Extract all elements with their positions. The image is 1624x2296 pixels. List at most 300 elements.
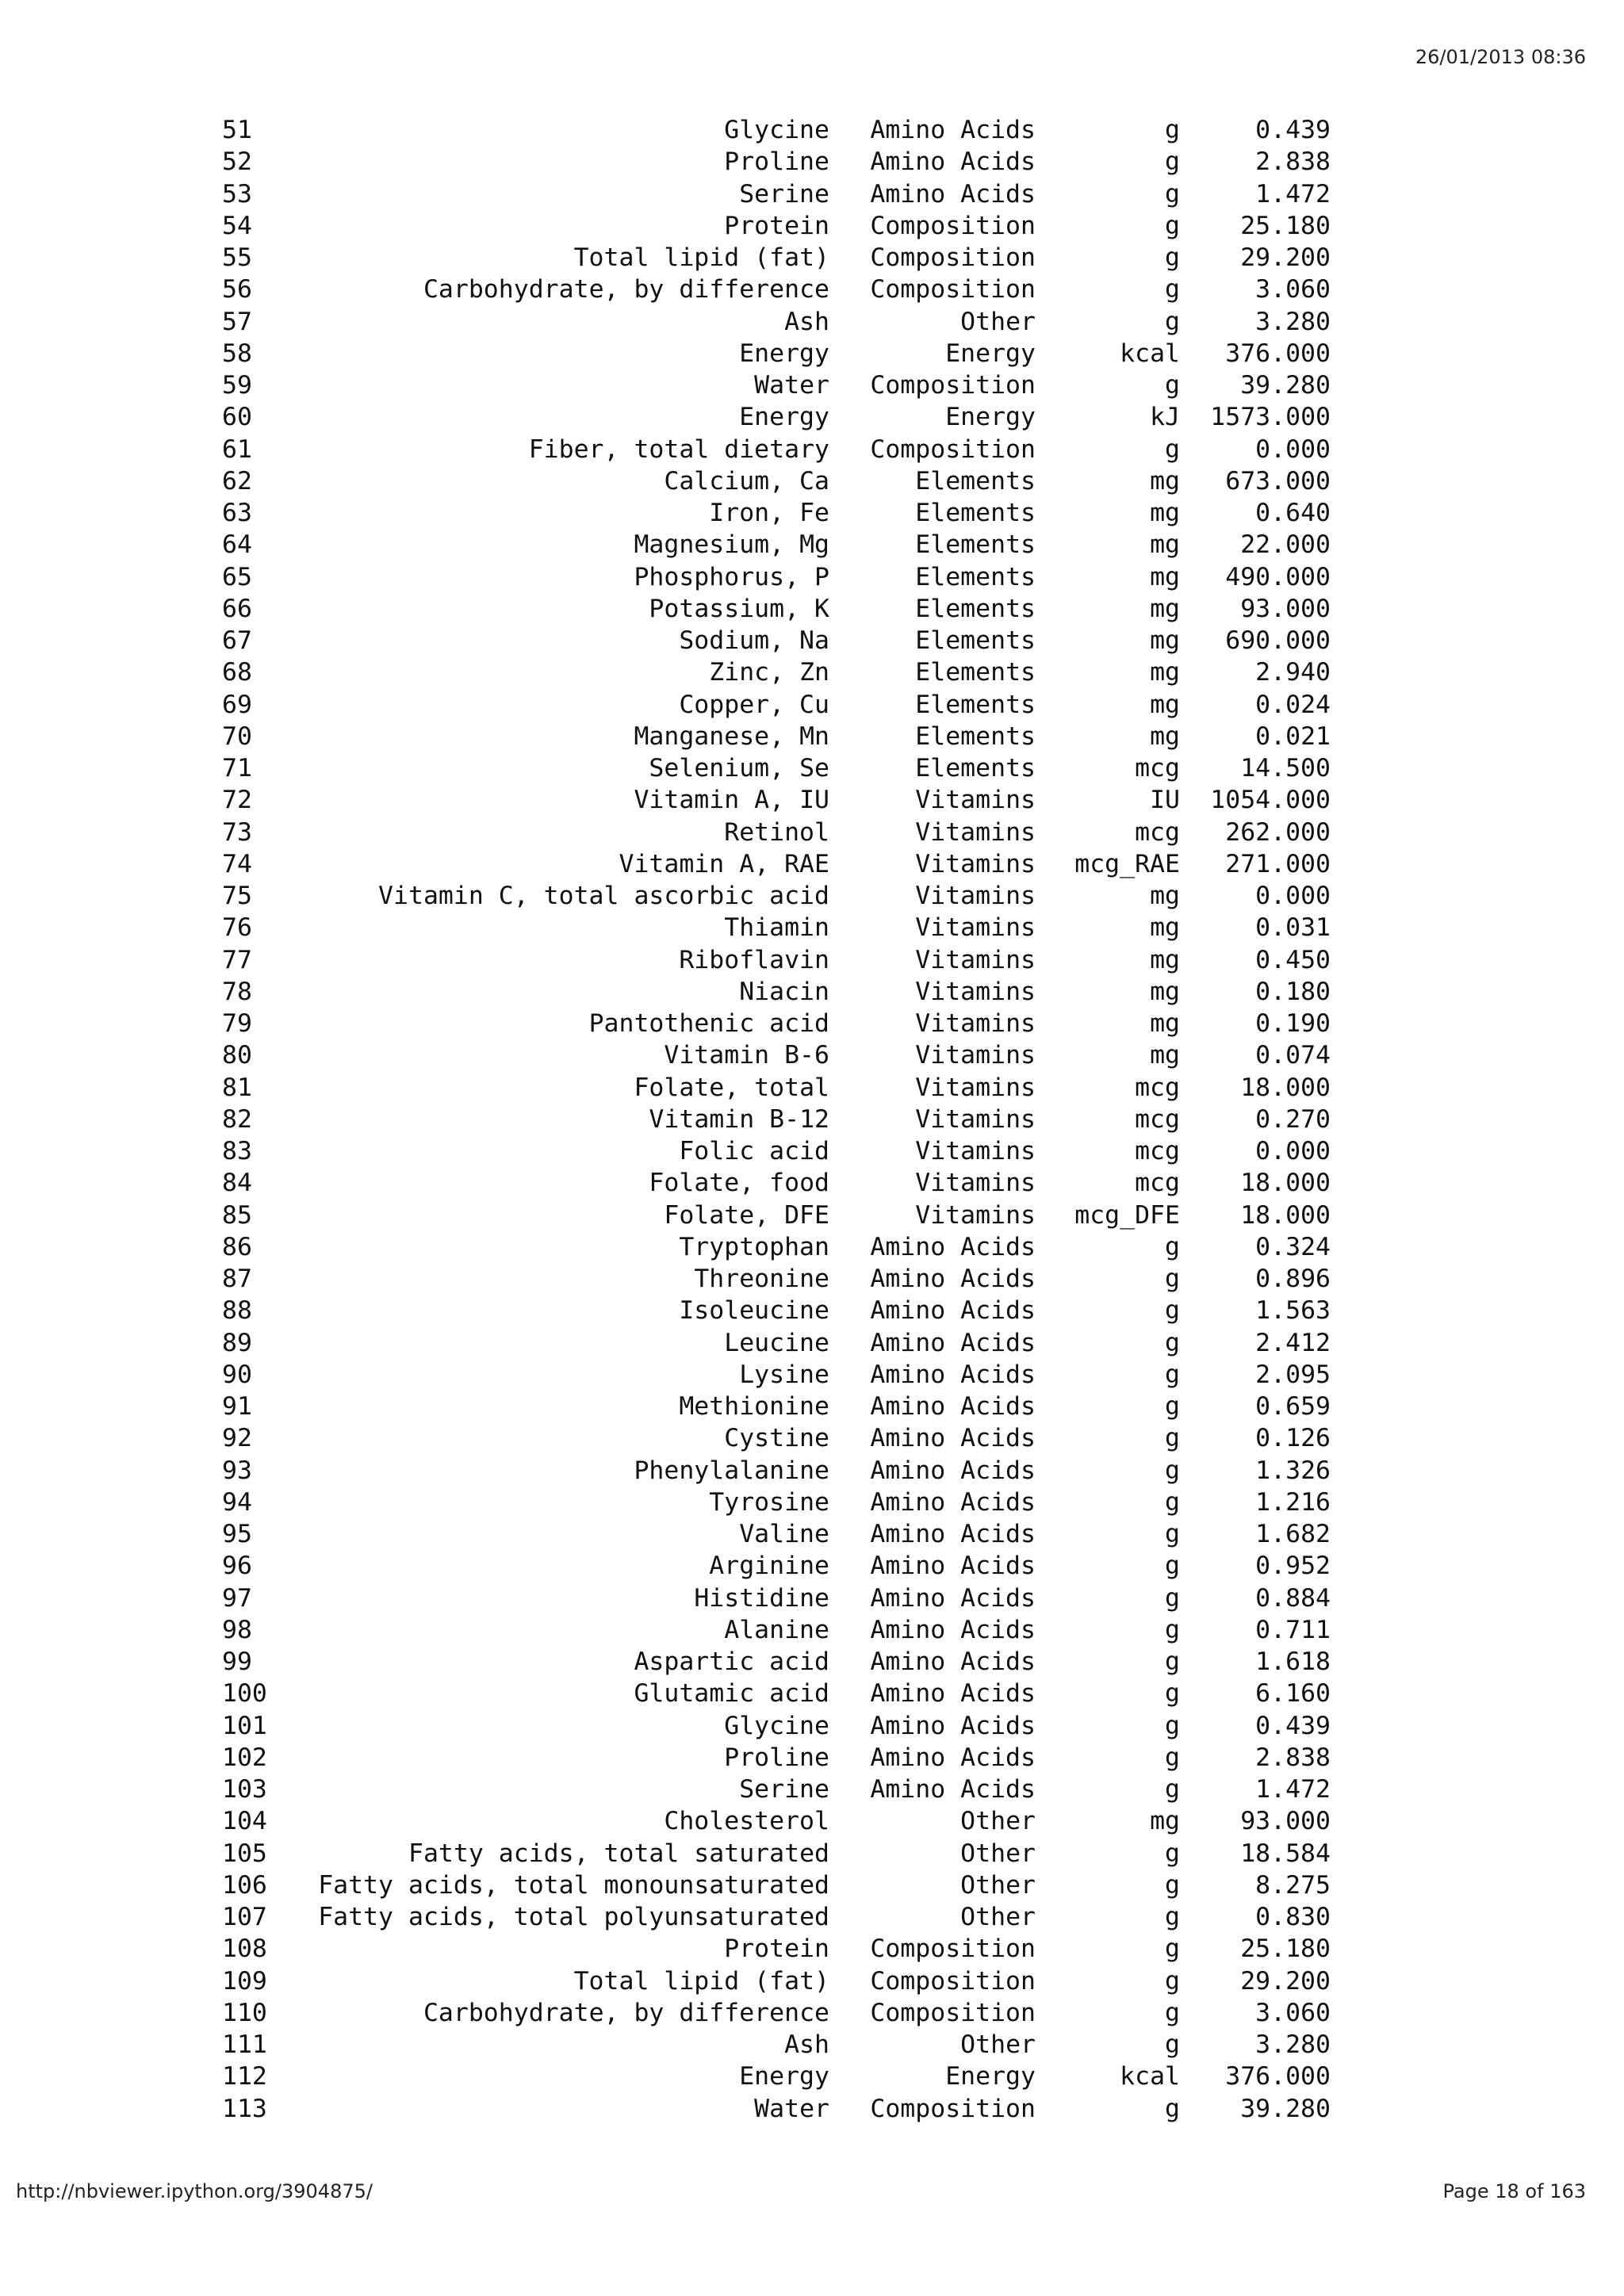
table-row xyxy=(222,242,1331,274)
row-index-cell: 87 xyxy=(222,1265,252,1293)
unit-cell: g xyxy=(1165,243,1180,272)
nutrient-group-cell: Amino Acids xyxy=(870,1552,1036,1581)
row-index-cell: 52 xyxy=(222,147,252,177)
nutrient-name-cell: Folate, DFE xyxy=(664,1200,829,1230)
unit-cell: mg xyxy=(1150,626,1180,655)
table-row xyxy=(222,497,1331,529)
table-row xyxy=(222,1167,1331,1199)
nutrient-name-cell: Magnesium, Mg xyxy=(634,530,829,560)
value-cell: 93.000 xyxy=(1240,594,1331,623)
unit-cell: g xyxy=(1165,1743,1180,1772)
nutrient-group-cell: Energy xyxy=(945,339,1036,368)
nutrient-name-cell: Proline xyxy=(724,1743,829,1772)
nutrient-group-cell: Amino Acids xyxy=(870,1392,1036,1421)
unit-cell: g xyxy=(1165,371,1180,400)
row-index-cell: 92 xyxy=(222,1424,252,1453)
row-index-cell: 69 xyxy=(222,690,252,719)
value-cell: 673.000 xyxy=(1225,466,1331,496)
nutrient-group-cell: Elements xyxy=(915,754,1036,783)
nutrient-group-cell: Other xyxy=(960,2030,1036,2059)
nutrient-group-cell: Vitamins xyxy=(915,882,1036,910)
row-index-cell: 79 xyxy=(222,1009,252,1038)
unit-cell: IU xyxy=(1150,786,1180,815)
nutrient-name-cell: Ash xyxy=(784,2030,829,2059)
table-row xyxy=(222,1518,1331,1550)
nutrient-group-cell: Vitamins xyxy=(915,1137,1036,1165)
nutrient-group-cell: Amino Acids xyxy=(870,1679,1036,1709)
row-index-cell: 101 xyxy=(222,1711,267,1740)
table-row xyxy=(222,369,1331,401)
value-cell: 3.060 xyxy=(1255,1998,1331,2027)
row-index-cell: 62 xyxy=(222,466,252,496)
nutrient-group-cell: Vitamins xyxy=(915,1200,1036,1230)
footer-url[interactable]: http://nbviewer.ipython.org/3904875/ xyxy=(16,2180,373,2202)
nutrient-name-cell: Valine xyxy=(739,1520,829,1548)
row-index-cell: 106 xyxy=(222,1870,267,1900)
value-cell: 0.711 xyxy=(1255,1615,1331,1644)
nutrient-group-cell: Amino Acids xyxy=(870,179,1036,209)
table-row xyxy=(222,1422,1331,1454)
nutrient-group-cell: Other xyxy=(960,1870,1036,1900)
value-cell: 0.896 xyxy=(1255,1265,1331,1293)
nutrient-group-cell: Amino Acids xyxy=(870,1583,1036,1613)
value-cell: 0.031 xyxy=(1255,913,1331,943)
nutrient-name-cell: Calcium, Ca xyxy=(664,466,829,496)
table-row xyxy=(222,2061,1331,2092)
row-index-cell: 94 xyxy=(222,1487,252,1517)
row-index-cell: 90 xyxy=(222,1360,252,1389)
nutrient-group-cell: Amino Acids xyxy=(870,1487,1036,1517)
value-cell: 376.000 xyxy=(1225,2062,1331,2091)
nutrient-group-cell: Amino Acids xyxy=(870,1647,1036,1676)
unit-cell: g xyxy=(1165,147,1180,177)
nutrient-name-cell: Isoleucine xyxy=(679,1296,829,1326)
nutrient-name-cell: Fatty acids, total saturated xyxy=(408,1839,829,1868)
nutrient-group-cell: Composition xyxy=(870,2094,1036,2123)
table-row xyxy=(222,1487,1331,1518)
row-index-cell: 53 xyxy=(222,179,252,209)
value-cell: 0.126 xyxy=(1255,1424,1331,1453)
nutrient-group-cell: Amino Acids xyxy=(870,1615,1036,1644)
value-cell: 0.884 xyxy=(1255,1583,1331,1613)
nutrient-name-cell: Glutamic acid xyxy=(634,1679,829,1709)
nutrient-group-cell: Elements xyxy=(915,658,1036,687)
value-cell: 0.000 xyxy=(1255,434,1331,464)
nutrient-group-cell: Amino Acids xyxy=(870,1360,1036,1389)
nutrient-group-cell: Amino Acids xyxy=(870,1456,1036,1485)
nutrient-group-cell: Vitamins xyxy=(915,1104,1036,1134)
nutrient-name-cell: Fatty acids, total polyunsaturated xyxy=(318,1903,829,1931)
unit-cell: g xyxy=(1165,1647,1180,1676)
row-index-cell: 82 xyxy=(222,1104,252,1134)
nutrient-group-cell: Composition xyxy=(870,1966,1036,1996)
unit-cell: mcg_RAE xyxy=(1074,849,1180,878)
value-cell: 0.640 xyxy=(1255,499,1331,527)
table-row xyxy=(222,1742,1331,1774)
row-index-cell: 68 xyxy=(222,658,252,687)
nutrient-name-cell: Ash xyxy=(784,307,829,336)
nutrient-group-cell: Amino Acids xyxy=(870,147,1036,177)
nutrient-group-cell: Vitamins xyxy=(915,817,1036,847)
table-row xyxy=(222,976,1331,1008)
value-cell: 262.000 xyxy=(1225,817,1331,847)
nutrient-group-cell: Elements xyxy=(915,530,1036,560)
table-row xyxy=(222,2029,1331,2061)
nutrient-group-cell: Composition xyxy=(870,1934,1036,1964)
unit-cell: mcg xyxy=(1135,817,1180,847)
table-row xyxy=(222,625,1331,656)
row-index-cell: 102 xyxy=(222,1743,267,1772)
row-index-cell: 55 xyxy=(222,243,252,272)
nutrient-name-cell: Energy xyxy=(739,403,829,432)
row-index-cell: 54 xyxy=(222,211,252,240)
table-row xyxy=(222,656,1331,688)
value-cell: 14.500 xyxy=(1240,754,1331,783)
nutrient-name-cell: Histidine xyxy=(694,1583,829,1613)
value-cell: 6.160 xyxy=(1255,1679,1331,1709)
nutrient-name-cell: Energy xyxy=(739,339,829,368)
nutrient-group-cell: Energy xyxy=(945,2062,1036,2091)
value-cell: 2.412 xyxy=(1255,1328,1331,1357)
nutrient-group-cell: Amino Acids xyxy=(870,1711,1036,1740)
unit-cell: g xyxy=(1165,1456,1180,1485)
unit-cell: g xyxy=(1165,1583,1180,1613)
nutrient-name-cell: Niacin xyxy=(739,977,829,1006)
unit-cell: g xyxy=(1165,1360,1180,1389)
nutrient-name-cell: Aspartic acid xyxy=(634,1647,829,1676)
nutrient-name-cell: Cholesterol xyxy=(664,1807,829,1836)
table-row xyxy=(222,1710,1331,1742)
nutrient-group-cell: Elements xyxy=(915,721,1036,751)
row-index-cell: 98 xyxy=(222,1615,252,1644)
value-cell: 2.838 xyxy=(1255,147,1331,177)
unit-cell: mg xyxy=(1150,913,1180,943)
value-cell: 0.074 xyxy=(1255,1041,1331,1070)
row-index-cell: 67 xyxy=(222,626,252,655)
table-row xyxy=(222,1135,1331,1167)
row-index-cell: 71 xyxy=(222,754,252,783)
nutrient-name-cell: Riboflavin xyxy=(679,945,829,974)
unit-cell: g xyxy=(1165,1711,1180,1740)
unit-cell: mg xyxy=(1150,499,1180,527)
nutrient-group-cell: Composition xyxy=(870,434,1036,464)
value-cell: 18.000 xyxy=(1240,1200,1331,1230)
table-row xyxy=(222,1327,1331,1359)
value-cell: 25.180 xyxy=(1240,211,1331,240)
table-row xyxy=(222,1678,1331,1709)
unit-cell: g xyxy=(1165,1232,1180,1261)
table-row xyxy=(222,752,1331,784)
row-index-cell: 80 xyxy=(222,1041,252,1070)
table-row xyxy=(222,848,1331,880)
value-cell: 8.275 xyxy=(1255,1870,1331,1900)
table-row xyxy=(222,1391,1331,1422)
unit-cell: mg xyxy=(1150,945,1180,974)
nutrient-name-cell: Phosphorus, P xyxy=(634,562,829,591)
nutrient-name-cell: Leucine xyxy=(724,1328,829,1357)
nutrient-name-cell: Serine xyxy=(739,179,829,209)
table-row xyxy=(222,465,1331,497)
row-index-cell: 99 xyxy=(222,1647,252,1676)
unit-cell: mg xyxy=(1150,977,1180,1006)
value-cell: 1573.000 xyxy=(1210,403,1331,432)
value-cell: 25.180 xyxy=(1240,1934,1331,1964)
table-row xyxy=(222,1901,1331,1933)
page-number: Page 18 of 163 xyxy=(1442,2180,1586,2202)
nutrient-group-cell: Other xyxy=(960,1807,1036,1836)
nutrient-name-cell: Copper, Cu xyxy=(679,690,829,719)
table-row xyxy=(222,114,1331,146)
table-row xyxy=(222,689,1331,721)
unit-cell: mg xyxy=(1150,1041,1180,1070)
unit-cell: g xyxy=(1165,211,1180,240)
nutrient-group-cell: Vitamins xyxy=(915,786,1036,815)
row-index-cell: 75 xyxy=(222,882,252,910)
value-cell: 1.563 xyxy=(1255,1296,1331,1326)
unit-cell: mg xyxy=(1150,594,1180,623)
row-index-cell: 64 xyxy=(222,530,252,560)
value-cell: 2.940 xyxy=(1255,658,1331,687)
table-row xyxy=(222,1008,1331,1039)
row-index-cell: 91 xyxy=(222,1392,252,1421)
value-cell: 0.000 xyxy=(1255,882,1331,910)
row-index-cell: 73 xyxy=(222,817,252,847)
nutrient-group-cell: Vitamins xyxy=(915,977,1036,1006)
row-index-cell: 51 xyxy=(222,116,252,144)
value-cell: 1054.000 xyxy=(1210,786,1331,815)
unit-cell: mg xyxy=(1150,721,1180,751)
nutrient-name-cell: Lysine xyxy=(739,1360,829,1389)
unit-cell: mg xyxy=(1150,658,1180,687)
value-cell: 0.659 xyxy=(1255,1392,1331,1421)
table-row xyxy=(222,1646,1331,1678)
value-cell: 0.830 xyxy=(1255,1903,1331,1931)
nutrient-name-cell: Glycine xyxy=(724,1711,829,1740)
row-index-cell: 112 xyxy=(222,2062,267,2091)
nutrient-group-cell: Amino Acids xyxy=(870,1232,1036,1261)
nutrient-group-cell: Vitamins xyxy=(915,1009,1036,1038)
unit-cell: kcal xyxy=(1120,339,1180,368)
nutrient-name-cell: Vitamin B-12 xyxy=(649,1104,829,1134)
nutrient-name-cell: Threonine xyxy=(694,1265,829,1293)
row-index-cell: 107 xyxy=(222,1903,267,1931)
table-row xyxy=(222,210,1331,242)
row-index-cell: 78 xyxy=(222,977,252,1006)
row-index-cell: 108 xyxy=(222,1934,267,1964)
unit-cell: g xyxy=(1165,275,1180,304)
value-cell: 1.472 xyxy=(1255,1775,1331,1804)
unit-cell: g xyxy=(1165,1424,1180,1453)
unit-cell: g xyxy=(1165,1552,1180,1581)
nutrient-group-cell: Amino Acids xyxy=(870,1265,1036,1293)
nutrient-table-body xyxy=(222,114,1331,2125)
nutrient-name-cell: Carbohydrate, by difference xyxy=(423,1998,829,2027)
nutrient-group-cell: Amino Acids xyxy=(870,116,1036,144)
value-cell: 3.060 xyxy=(1255,275,1331,304)
value-cell: 18.000 xyxy=(1240,1169,1331,1198)
row-index-cell: 86 xyxy=(222,1232,252,1261)
nutrient-name-cell: Zinc, Zn xyxy=(709,658,829,687)
unit-cell: g xyxy=(1165,1839,1180,1868)
unit-cell: mcg xyxy=(1135,1104,1180,1134)
nutrient-name-cell: Tyrosine xyxy=(709,1487,829,1517)
unit-cell: g xyxy=(1165,1520,1180,1548)
row-index-cell: 95 xyxy=(222,1520,252,1548)
unit-cell: g xyxy=(1165,2030,1180,2059)
table-row xyxy=(222,338,1331,369)
value-cell: 1.326 xyxy=(1255,1456,1331,1485)
nutrient-group-cell: Vitamins xyxy=(915,1073,1036,1102)
unit-cell: g xyxy=(1165,2094,1180,2123)
row-index-cell: 65 xyxy=(222,562,252,591)
table-row xyxy=(222,2093,1331,2125)
unit-cell: mg xyxy=(1150,562,1180,591)
value-cell: 376.000 xyxy=(1225,339,1331,368)
value-cell: 18.584 xyxy=(1240,1839,1331,1868)
table-row xyxy=(222,529,1331,561)
unit-cell: mg xyxy=(1150,1009,1180,1038)
value-cell: 271.000 xyxy=(1225,849,1331,878)
value-cell: 0.450 xyxy=(1255,945,1331,974)
unit-cell: g xyxy=(1165,1615,1180,1644)
unit-cell: g xyxy=(1165,1870,1180,1900)
value-cell: 22.000 xyxy=(1240,530,1331,560)
nutrient-name-cell: Vitamin B-6 xyxy=(664,1041,829,1070)
table-row xyxy=(222,306,1331,338)
nutrient-name-cell: Total lipid (fat) xyxy=(573,1966,829,1996)
nutrient-name-cell: Water xyxy=(754,2094,829,2123)
nutrient-group-cell: Elements xyxy=(915,690,1036,719)
nutrient-name-cell: Proline xyxy=(724,147,829,177)
table-row xyxy=(222,1774,1331,1805)
value-cell: 2.095 xyxy=(1255,1360,1331,1389)
nutrient-group-cell: Amino Acids xyxy=(870,1743,1036,1772)
value-cell: 1.472 xyxy=(1255,179,1331,209)
nutrient-name-cell: Vitamin C, total ascorbic acid xyxy=(378,882,829,910)
nutrient-name-cell: Selenium, Se xyxy=(649,754,829,783)
unit-cell: mcg_DFE xyxy=(1074,1200,1180,1230)
nutrient-name-cell: Iron, Fe xyxy=(709,499,829,527)
unit-cell: mg xyxy=(1150,466,1180,496)
row-index-cell: 113 xyxy=(222,2094,267,2123)
nutrient-name-cell: Folate, total xyxy=(634,1073,829,1102)
nutrient-name-cell: Protein xyxy=(724,1934,829,1964)
value-cell: 0.439 xyxy=(1255,116,1331,144)
row-index-cell: 83 xyxy=(222,1137,252,1165)
nutrient-name-cell: Protein xyxy=(724,211,829,240)
value-cell: 3.280 xyxy=(1255,307,1331,336)
row-index-cell: 63 xyxy=(222,499,252,527)
nutrient-group-cell: Elements xyxy=(915,594,1036,623)
table-row xyxy=(222,274,1331,305)
nutrient-name-cell: Cystine xyxy=(724,1424,829,1453)
row-index-cell: 100 xyxy=(222,1679,267,1709)
row-index-cell: 57 xyxy=(222,307,252,336)
table-row xyxy=(222,178,1331,210)
nutrient-name-cell: Fiber, total dietary xyxy=(528,434,829,464)
nutrient-group-cell: Elements xyxy=(915,562,1036,591)
value-cell: 690.000 xyxy=(1225,626,1331,655)
nutrient-name-cell: Manganese, Mn xyxy=(634,721,829,751)
nutrient-name-cell: Methionine xyxy=(679,1392,829,1421)
row-index-cell: 58 xyxy=(222,339,252,368)
row-index-cell: 96 xyxy=(222,1552,252,1581)
unit-cell: g xyxy=(1165,1487,1180,1517)
table-row xyxy=(222,817,1331,848)
value-cell: 18.000 xyxy=(1240,1073,1331,1102)
table-row xyxy=(222,1805,1331,1837)
table-row xyxy=(222,434,1331,465)
unit-cell: g xyxy=(1165,179,1180,209)
table-row xyxy=(222,1965,1331,1997)
nutrient-name-cell: Glycine xyxy=(724,116,829,144)
table-row xyxy=(222,1231,1331,1263)
row-index-cell: 109 xyxy=(222,1966,267,1996)
table-row xyxy=(222,1039,1331,1071)
row-index-cell: 72 xyxy=(222,786,252,815)
nutrient-group-cell: Composition xyxy=(870,1998,1036,2027)
nutrient-name-cell: Arginine xyxy=(709,1552,829,1581)
nutrient-name-cell: Phenylalanine xyxy=(634,1456,829,1485)
row-index-cell: 76 xyxy=(222,913,252,943)
nutrient-name-cell: Alanine xyxy=(724,1615,829,1644)
table-row xyxy=(222,1614,1331,1646)
unit-cell: g xyxy=(1165,1679,1180,1709)
table-row xyxy=(222,1838,1331,1869)
unit-cell: mcg xyxy=(1135,1137,1180,1165)
value-cell: 39.280 xyxy=(1240,371,1331,400)
row-index-cell: 85 xyxy=(222,1200,252,1230)
nutrient-name-cell: Carbohydrate, by difference xyxy=(423,275,829,304)
row-index-cell: 103 xyxy=(222,1775,267,1804)
table-row xyxy=(222,784,1331,816)
row-index-cell: 93 xyxy=(222,1456,252,1485)
table-row xyxy=(222,912,1331,943)
nutrient-name-cell: Water xyxy=(754,371,829,400)
nutrient-group-cell: Vitamins xyxy=(915,849,1036,878)
unit-cell: g xyxy=(1165,1903,1180,1931)
row-index-cell: 111 xyxy=(222,2030,267,2059)
table-row xyxy=(222,1869,1331,1901)
nutrient-group-cell: Composition xyxy=(870,275,1036,304)
row-index-cell: 77 xyxy=(222,945,252,974)
nutrient-group-cell: Vitamins xyxy=(915,1169,1036,1198)
row-index-cell: 97 xyxy=(222,1583,252,1613)
value-cell: 0.324 xyxy=(1255,1232,1331,1261)
unit-cell: kJ xyxy=(1150,403,1180,432)
row-index-cell: 74 xyxy=(222,849,252,878)
value-cell: 0.180 xyxy=(1255,977,1331,1006)
print-timestamp: 26/01/2013 08:36 xyxy=(1415,46,1586,68)
value-cell: 2.838 xyxy=(1255,1743,1331,1772)
unit-cell: g xyxy=(1165,1775,1180,1804)
table-row xyxy=(222,1200,1331,1231)
unit-cell: mcg xyxy=(1135,1073,1180,1102)
table-row xyxy=(222,1455,1331,1487)
value-cell: 0.190 xyxy=(1255,1009,1331,1038)
nutrient-group-cell: Elements xyxy=(915,626,1036,655)
value-cell: 0.952 xyxy=(1255,1552,1331,1581)
table-row xyxy=(222,593,1331,625)
table-row xyxy=(222,880,1331,912)
nutrient-group-cell: Composition xyxy=(870,371,1036,400)
unit-cell: mcg xyxy=(1135,1169,1180,1198)
table-row xyxy=(222,1582,1331,1614)
nutrient-name-cell: Energy xyxy=(739,2062,829,2091)
row-index-cell: 88 xyxy=(222,1296,252,1326)
nutrient-name-cell: Potassium, K xyxy=(649,594,829,623)
value-cell: 0.439 xyxy=(1255,1711,1331,1740)
